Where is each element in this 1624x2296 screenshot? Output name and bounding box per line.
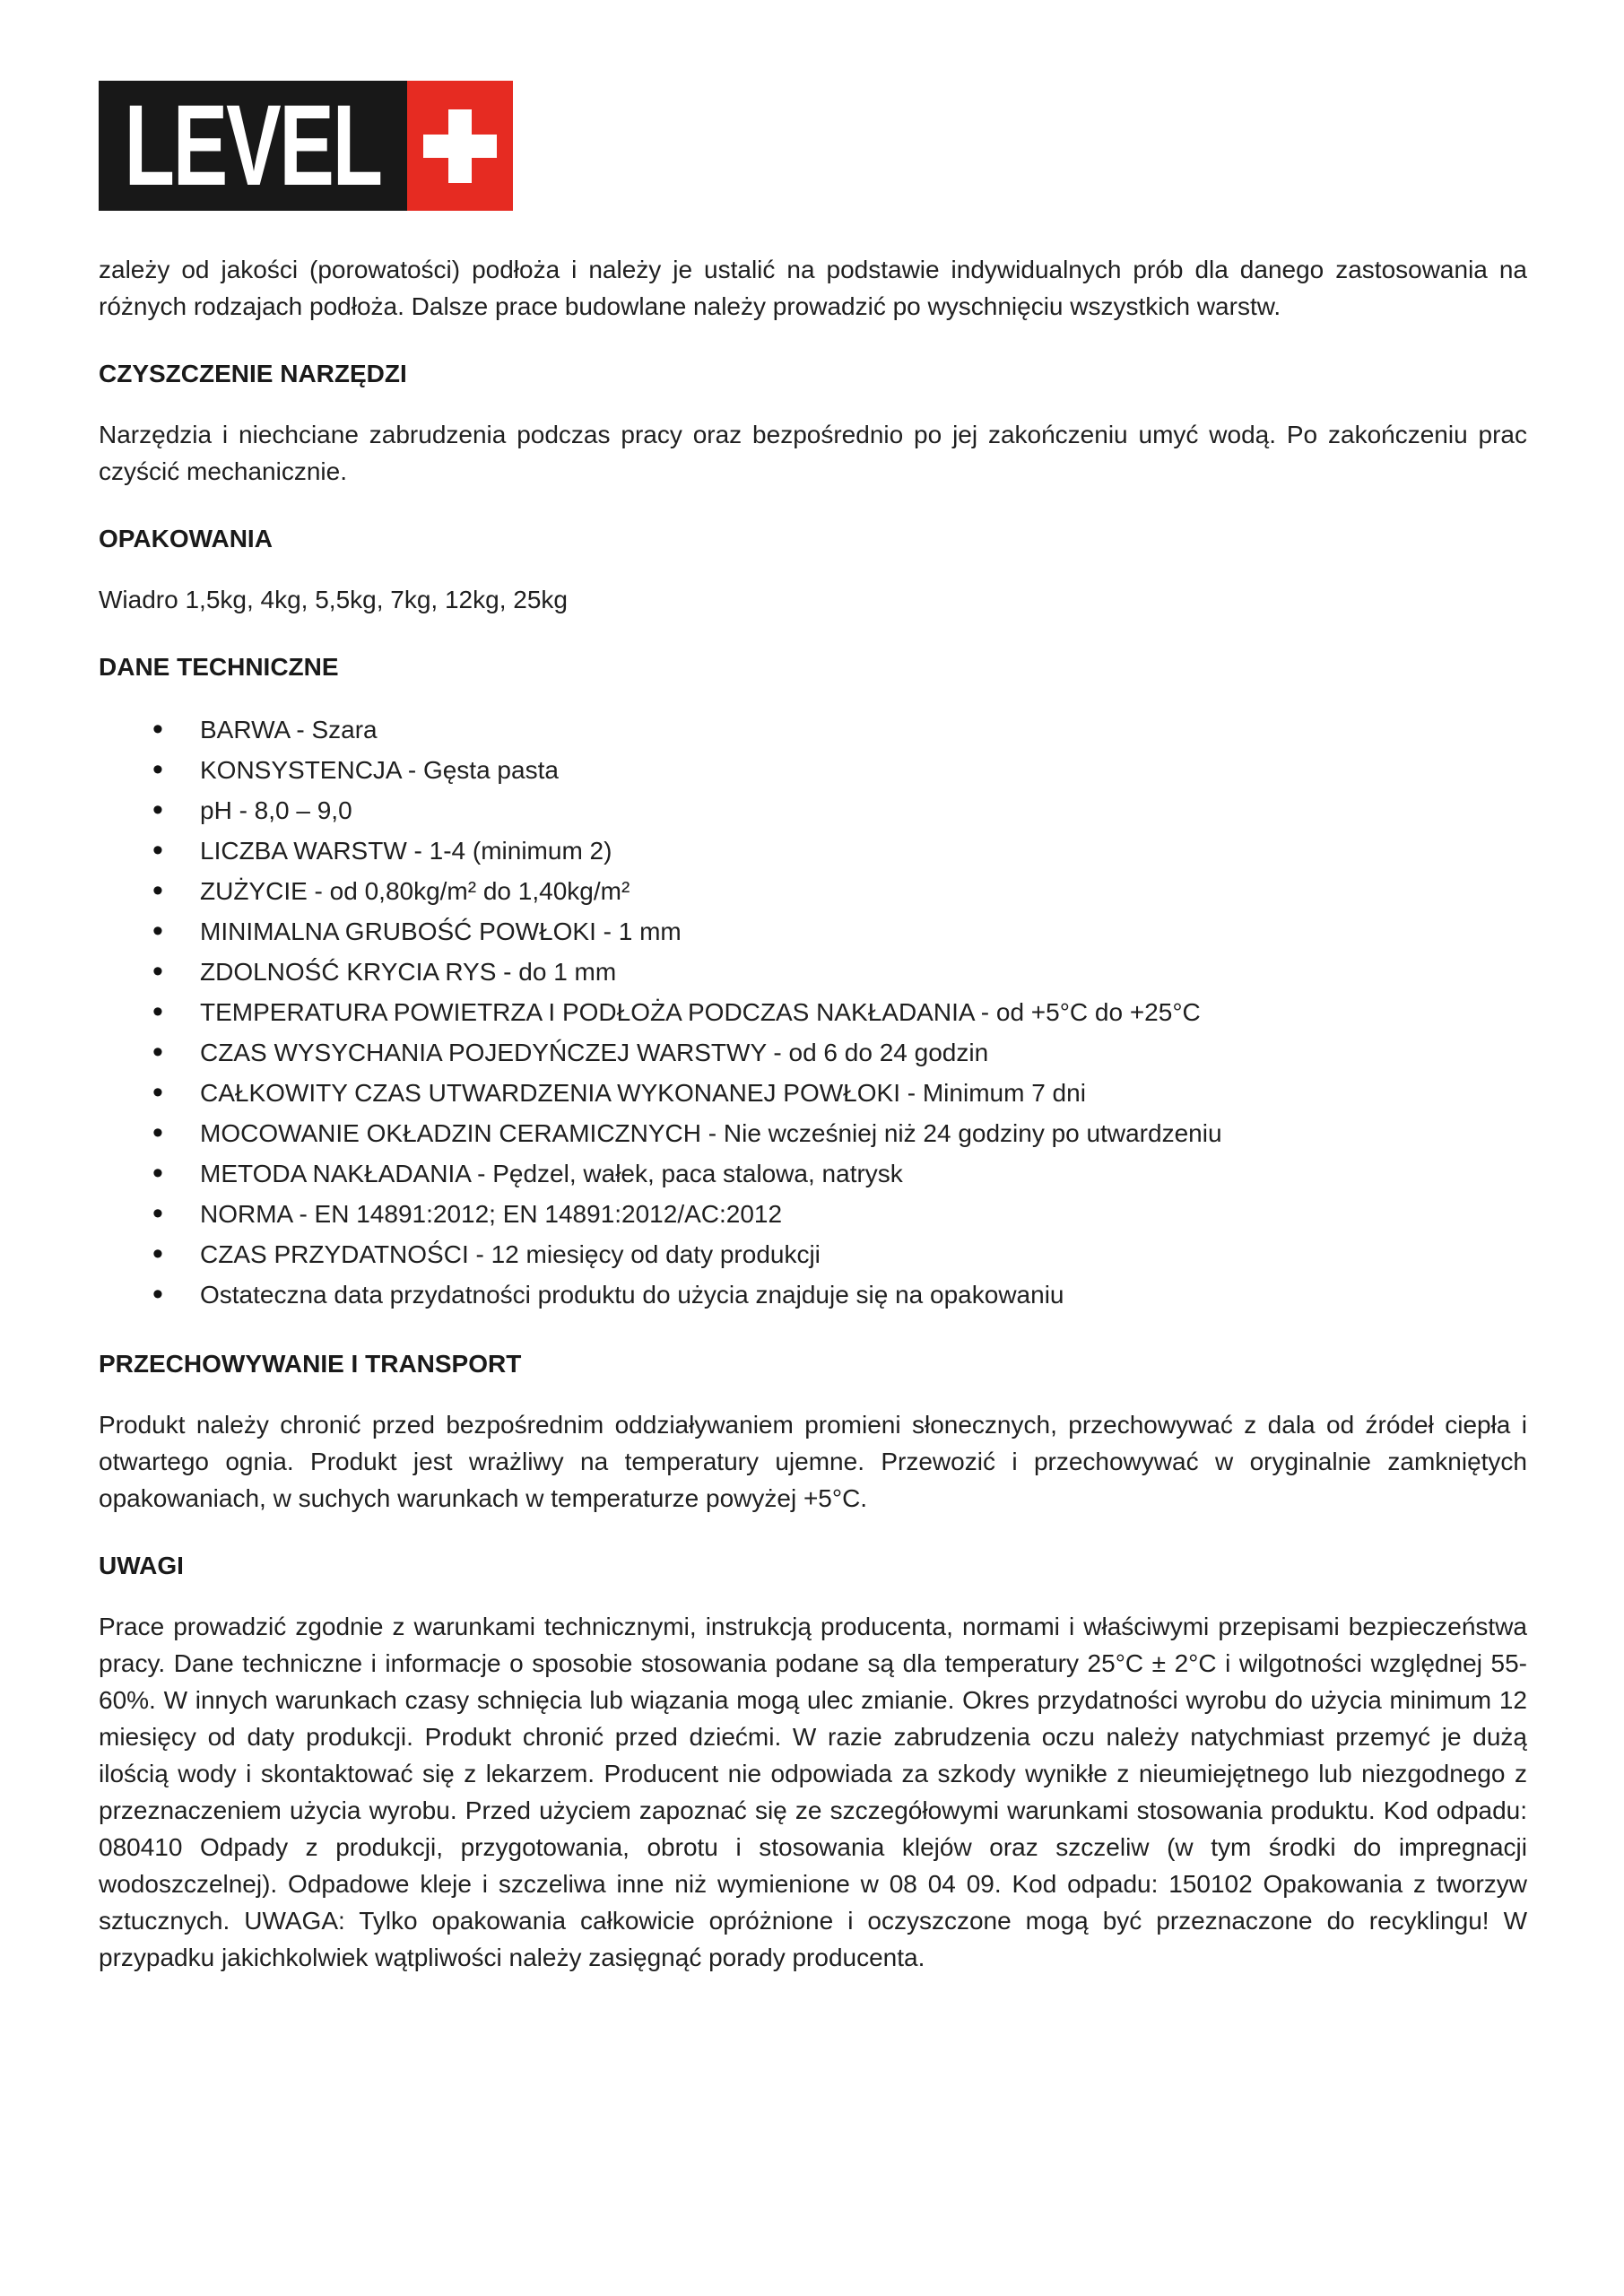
logo-wordmark-text: LEVEL (124, 81, 382, 210)
list-item: • NORMA - EN 14891:2012; EN 14891:2012/AC:2012 (152, 1194, 1527, 1234)
list-item: • LICZBA WARSTW - 1-4 (minimum 2) (152, 831, 1527, 871)
list-item: • CAŁKOWITY CZAS UTWARDZENIA WYKONANEJ POWŁOKI - Minimum 7 dni (152, 1073, 1527, 1113)
plus-icon (448, 109, 472, 183)
paragraph-przechowywanie-i-transport: Produkt należy chronić przed bezpośrednim oddziaływaniem promieni słonecznych, przechowywać z dala od źródeł ciepła i otwartego ognia. Produkt jest wrażliwy na temperatury ujemne. Przewozić i przechowywać w oryginalnie zamkniętych opakowaniach, w suchych warunkach w temperaturze powyżej +5°C. (99, 1411, 1527, 1512)
paragraph-czyszczenie-narzedzi: Narzędzia i niechciane zabrudzenia podczas pracy oraz bezpośrednio po jej zakończeniu umyć wodą. Po zakończeniu prac czyścić mechanicznie. (99, 421, 1527, 485)
level-plus-logo (99, 81, 513, 211)
heading-uwagi: UWAGI (99, 1552, 184, 1579)
heading-czyszczenie-narzedzi: CZYSZCZENIE NARZĘDZI (99, 360, 407, 387)
list-item: • CZAS PRZYDATNOŚCI - 12 miesięcy od daty produkcji (152, 1234, 1527, 1274)
heading-opakowania: OPAKOWANIA (99, 525, 273, 552)
list-item: • ZDOLNOŚĆ KRYCIA RYS - do 1 mm (152, 952, 1527, 992)
list-item: • Ostateczna data przydatności produktu do użycia znajduje się na opakowaniu (152, 1274, 1527, 1315)
heading-dane-techniczne: DANE TECHNICZNE (99, 653, 339, 681)
list-item: • TEMPERATURA POWIETRZA I PODŁOŻA PODCZAS NAKŁADANIA - od +5°C do +25°C (152, 992, 1527, 1032)
intro-paragraph: zależy od jakości (porowatości) podłoża i należy je ustalić na podstawie indywidualnych prób dla danego zastosowania na różnych rodzajach podłoża. Dalsze prace budowlane należy prowadzić po wyschnięciu wszystkich warstw. (99, 256, 1527, 320)
list-item: • BARWA - Szara (152, 709, 1527, 750)
list-item: • METODA NAKŁADANIA - Pędzel, wałek, paca stalowa, natrysk (152, 1153, 1527, 1194)
technical-data-list (152, 709, 1527, 1315)
list-item: • CZAS WYSYCHANIA POJEDYŃCZEJ WARSTWY - od 6 do 24 godzin (152, 1032, 1527, 1073)
paragraph-opakowania: Wiadro 1,5kg, 4kg, 5,5kg, 7kg, 12kg, 25kg (99, 586, 568, 613)
list-item: • pH - 8,0 – 9,0 (152, 790, 1527, 831)
list-item: • MOCOWANIE OKŁADZIN CERAMICZNYCH - Nie wcześniej niż 24 godziny po utwardzeniu (152, 1113, 1527, 1153)
heading-przechowywanie-i-transport: PRZECHOWYWANIE I TRANSPORT (99, 1350, 522, 1378)
list-item: • ZUŻYCIE - od 0,80kg/m² do 1,40kg/m² (152, 871, 1527, 911)
paragraph-uwagi: Prace prowadzić zgodnie z warunkami technicznymi, instrukcją producenta, normami i właściwymi przepisami bezpieczeństwa pracy. Dane techniczne i informacje o sposobie stosowania podane są dla temperatury 25°C ± 2°C i wilgotności względnej 55-60%. W innych warunkach czasy schnięcia lub wiązania mogą ulec zmianie. Okres przydatności wyrobu do użycia minimum 12 miesięcy od daty produkcji. Produkt chronić przed dziećmi. W razie zabrudzenia oczu należy natychmiast przemyć je dużą ilością wody i skontaktować się z lekarzem. Producent nie odpowiada za szkody wynikłe z nieumiejętnego lub niezgodnego z przeznaczeniem użycia wyrobu. Przed użyciem zapoznać się ze szczegółowymi warunkami stosowania produktu. Kod odpadu: 080410 Odpady z produkcji, przygotowania, obrotu i stosowania klejów oraz szczeliw (w tym środki do impregnacji wodoszczelnej). Odpadowe kleje i szczeliwa inne niż wymienione w 08 04 09. Kod odpadu: 150102 Opakowania z tworzyw sztucznych. UWAGA: Tylko opakowania całkowicie opróżnione i oczyszczone mogą być przeznaczone do recyklingu! W przypadku jakichkolwiek wątpliwości należy zasięgnąć porady producenta. (99, 1613, 1527, 1971)
list-item: • MINIMALNA GRUBOŚĆ POWŁOKI - 1 mm (152, 911, 1527, 952)
list-item: • KONSYSTENCJA - Gęsta pasta (152, 750, 1527, 790)
logo-plus-box (407, 81, 513, 211)
logo-wordmark-box (99, 81, 407, 211)
